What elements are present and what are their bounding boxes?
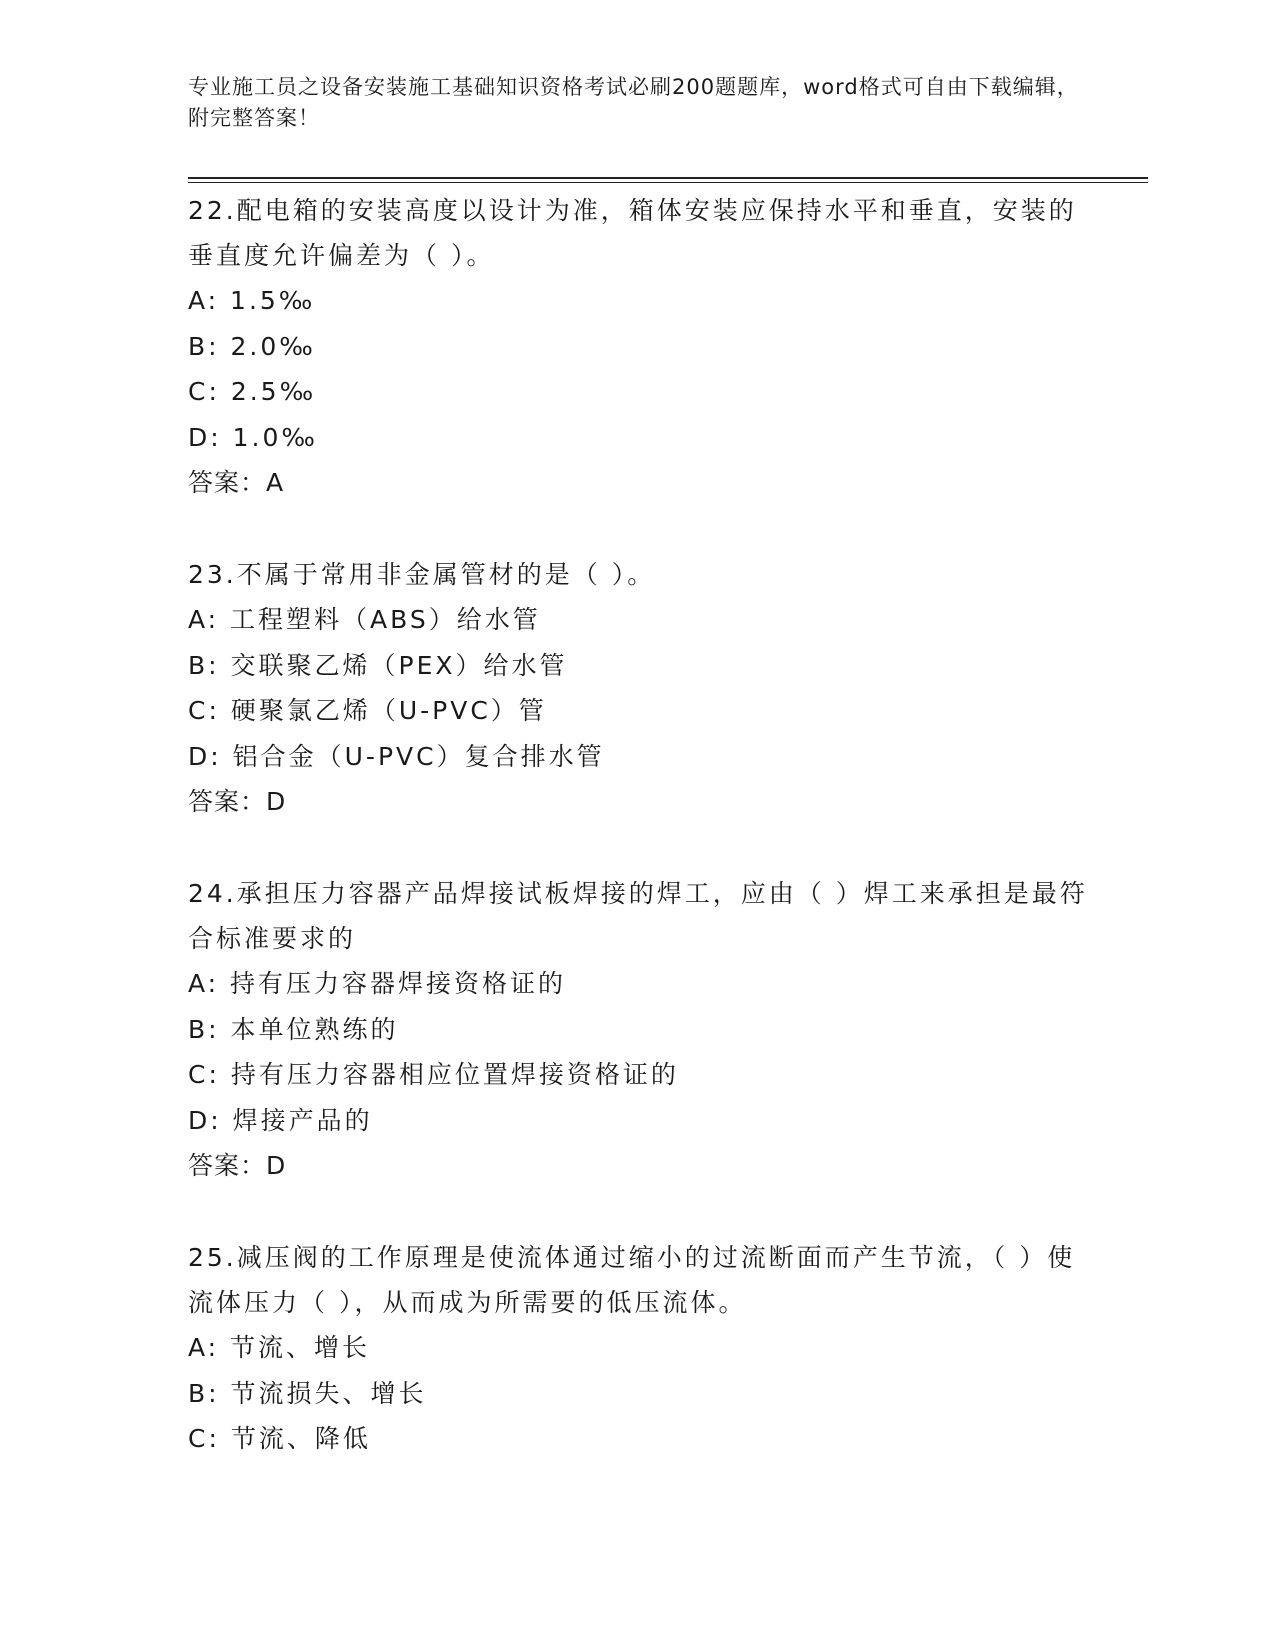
header-rule-top [188, 177, 1148, 179]
question-text: 23.不属于常用非金属管材的是（ ）。 [188, 560, 656, 589]
option-c: C: 硬聚氯乙烯（U-PVC）管 [188, 696, 547, 725]
option-b: B: 交联聚乙烯（PEX）给水管 [188, 650, 568, 680]
question-23 [188, 552, 1088, 824]
option-d: D: 铝合金（U-PVC）复合排水管 [188, 741, 605, 771]
option-a: A: 节流、增长 [188, 1333, 371, 1362]
document-header: 专业施工员之设备安装施工基础知识资格考试必刷200题题库，word格式可自由下载编辑，附完整答案！ [188, 75, 1079, 130]
question-list [188, 188, 1088, 1462]
answer-label: 答案：A [188, 468, 285, 497]
option-d: D: 1.0‰ [188, 422, 318, 452]
option-c: C: 节流、降低 [188, 1424, 371, 1453]
question-24 [188, 871, 1088, 1188]
option-b: B: 节流损失、增长 [188, 1378, 427, 1408]
option-c: C: 持有压力容器相应位置焊接资格证的 [188, 1060, 679, 1089]
option-b: B: 本单位熟练的 [188, 1014, 399, 1044]
header-rule-bottom [188, 182, 1148, 183]
question-text: 22.配电箱的安装高度以设计为准，箱体安装应保持水平和垂直，安装的垂直度允许偏差为（ ）。 [188, 196, 1077, 270]
question-text: 25.减压阀的工作原理是使流体通过缩小的过流断面而产生节流，（ ）使流体压力（ ），从而成为所需要的低压流体。 [188, 1243, 1076, 1317]
option-c: C: 2.5‰ [188, 377, 317, 406]
option-d: D: 焊接产品的 [188, 1105, 373, 1135]
question-text: 24.承担压力容器产品焊接试板焊接的焊工，应由（ ）焊工来承担是最符合标准要求的 [188, 879, 1088, 953]
option-a: A: 1.5‰ [188, 286, 316, 315]
answer-label: 答案：D [188, 787, 287, 816]
option-b: B: 2.0‰ [188, 331, 316, 361]
option-a: A: 持有压力容器焊接资格证的 [188, 969, 567, 998]
answer-label: 答案：D [188, 1151, 287, 1180]
question-25 [188, 1235, 1088, 1462]
option-a: A: 工程塑料（ABS）给水管 [188, 605, 541, 634]
question-22 [188, 188, 1088, 505]
